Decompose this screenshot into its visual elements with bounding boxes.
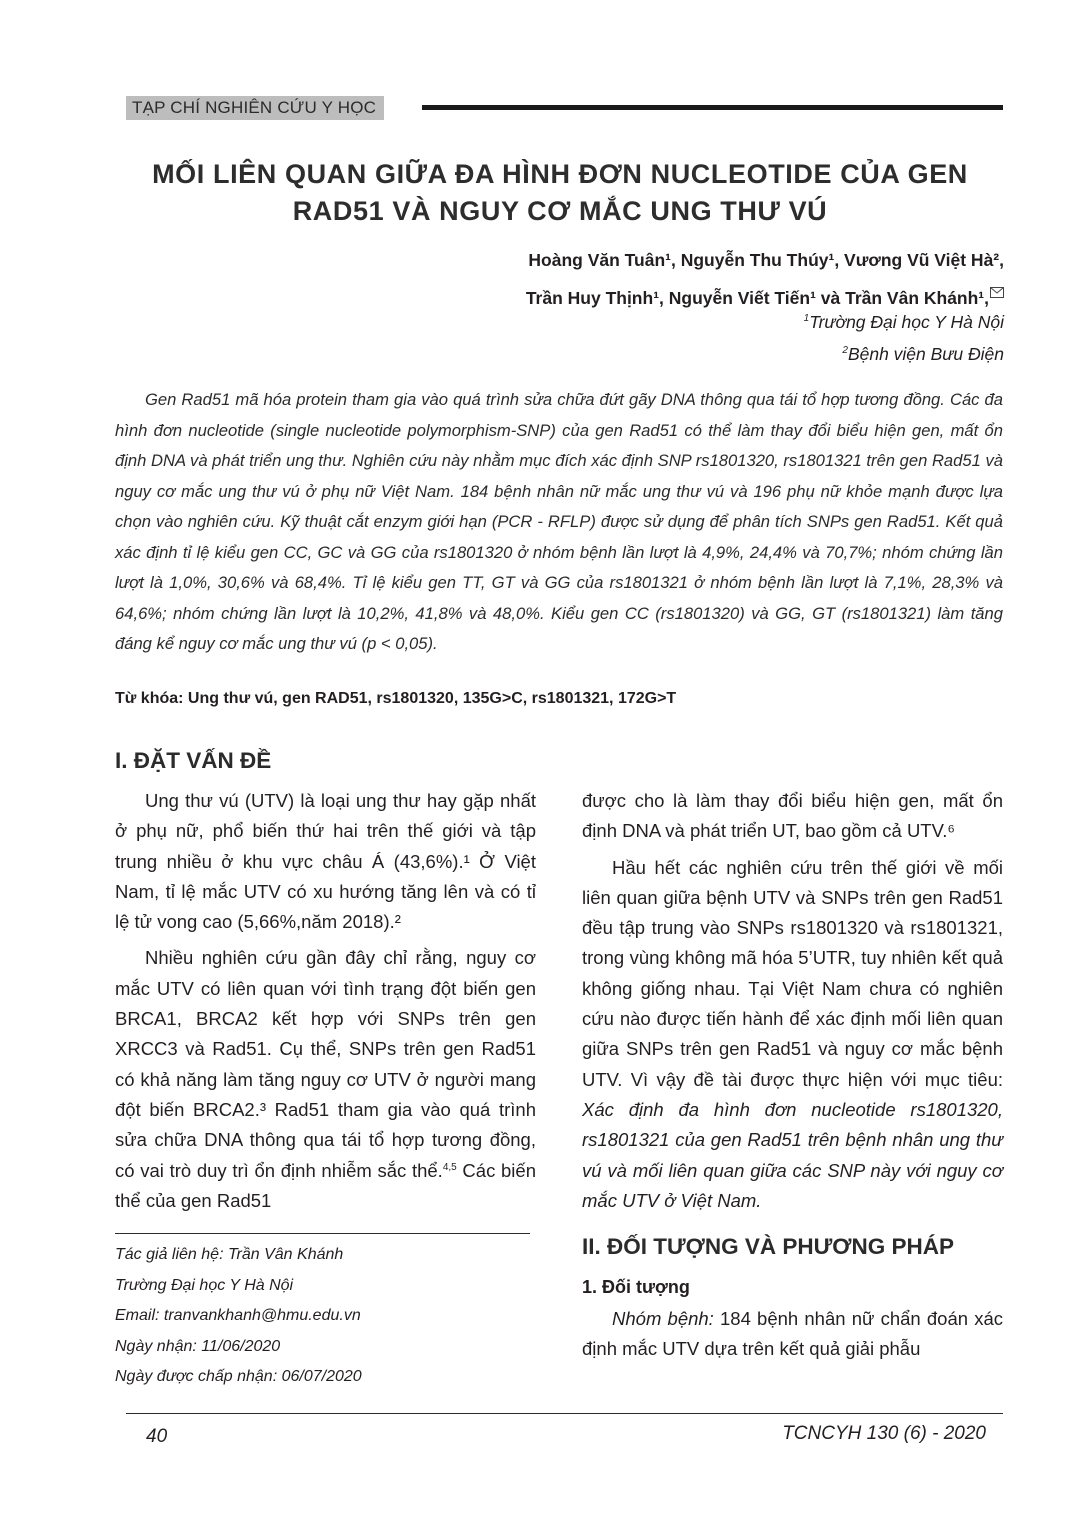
contact-institution: Trường Đại học Y Hà Nội	[115, 1276, 294, 1294]
section-1-heading: I. ĐẶT VẤN ĐỀ	[115, 748, 272, 773]
correspondence-footnote	[115, 1240, 535, 1393]
article-title	[100, 156, 1020, 230]
received-date: Ngày nhận: 11/06/2020	[115, 1337, 281, 1355]
paragraph-4-text: Hầu hết các nghiên cứu trên thế giới về mối liên quan giữa bệnh UTV và SNPs trên gen Rad51 đều tập trung vào SNPs rs1801320 và rs1801321, trong vùng không mã hóa 5’UTR, tuy nhiên kết quả không giống nhau. Tại Việt Nam chưa có nghiên cứu nào được tiến hành để xác định mối liên quan giữa SNPs trên gen Rad51 và nguy cơ mắc bệnh UTV. Vì vậy đề tài được thực hiện với mục tiêu:	[582, 856, 1003, 1090]
journal-reference: TCNCYH 130 (6) - 2020	[782, 1423, 986, 1444]
keywords: Từ khóa: Ung thư vú, gen RAD51, rs1801320, 135G>C, rs1801321, 172G>T	[115, 690, 677, 707]
journal-name: TẠP CHÍ NGHIÊN CỨU Y HỌC	[126, 96, 384, 120]
study-objective: Xác định đa hình đơn nucleotide rs1801320, rs1801321 của gen Rad51 trên bệnh nhân ung thư vú và mối liên quan giữa các SNP này với nguy cơ mắc UTV ở Việt Nam.	[582, 1098, 1003, 1211]
affiliation-1-text: Trường Đại học Y Hà Nội	[809, 312, 1004, 332]
section-2-heading: II. ĐỐI TƯỢNG VÀ PHƯƠNG PHÁP	[582, 1234, 954, 1260]
accepted-date: Ngày được chấp nhận: 06/07/2020	[115, 1368, 362, 1385]
title-line-1: MỐI LIÊN QUAN GIỮA ĐA HÌNH ĐƠN NUCLEOTIDE CỦA GEN	[152, 159, 968, 189]
affiliation-2-sup: 2	[842, 345, 848, 356]
header-rule	[422, 105, 1003, 110]
paragraph-4	[582, 853, 1003, 1217]
left-column	[115, 744, 536, 1222]
affiliation-1-sup: 1	[803, 313, 810, 324]
paragraph-2	[115, 943, 536, 1216]
abstract: Gen Rad51 mã hóa protein tham gia vào quá trình sửa chữa đứt gãy DNA thông qua tái tổ hợp tương đồng. Các đa hình đơn nucleotide (single nucleotide polymorphism-SNP) của gen Rad51 có thể làm thay đổi biểu hiện gen, mất ổn định DNA và phát triển ung thư. Nghiên cứu này nhằm mục đích xác định SNP rs1801320, rs1801321 trên gen Rad51 và nguy cơ mắc ung thư vú ở phụ nữ Việt Nam. 184 bệnh nhân nữ mắc ung thư vú và 196 phụ nữ khỏe mạnh được lựa chọn vào nghiên cứu. Kỹ thuật cắt enzym giới hạn (PCR - RFLP) được sử dụng để phân tích SNPs gen Rad51. Kết quả xác định tỉ lệ kiểu gen CC, GC và GG của rs1801320 ở nhóm bệnh lần lượt là 4,9%, 24,4% và 70,7%; nhóm chứng lần lượt là 1,0%, 30,6% và 68,4%. Tỉ lệ kiểu gen TT, GT và GG của rs1801321 ở nhóm bệnh lần lượt là 7,1%, 28,3% và 64,6%; nhóm chứng lần lượt là 10,2%, 41,8% và 48,0%. Kiểu gen CC (rs1801320) và GG, GT (rs1801321) làm tăng đáng kể nguy cơ mắc ung thư vú (p < 0,05).	[115, 390, 1003, 653]
affiliation-2-text: Bệnh viện Bưu Điện	[847, 344, 1004, 364]
affiliation-1	[504, 306, 1004, 338]
author-list	[244, 244, 1004, 314]
contact-email: Email: tranvankhanh@hmu.edu.vn	[115, 1307, 361, 1324]
footer-rule	[126, 1413, 1003, 1414]
paragraph-2-text: Nhiều nghiên cứu gần đây chỉ rằng, nguy cơ mắc UTV có liên quan với tình trạng đột biến gen BRCA1, BRCA2 kết hợp với SNPs trên gen XRCC3 và Rad51. Cụ thể, SNPs trên gen Rad51 có khả năng làm tăng nguy cơ UTV ở người mang đột biến BRCA2.³ Rad51 tham gia vào quá trình sửa chữa DNA thông qua tái tổ hợp tương đồng, có vai trò duy trì ổn định nhiễm sắc thể.	[115, 947, 536, 1181]
title-line-2: RAD51 VÀ NGUY CƠ MẮC UNG THƯ VÚ	[292, 196, 828, 226]
authors-line-1: Hoàng Văn Tuân¹, Nguyễn Thu Thúy¹, Vương Vũ Việt Hà²,	[528, 250, 1004, 270]
footnote-rule	[115, 1233, 530, 1234]
affiliations	[504, 306, 1004, 370]
paragraph-2-citation: 4,5	[442, 1161, 457, 1173]
paragraph-5-text: 184 bệnh nhân nữ chẩn đoán xác định mắc UTV dựa trên kết quả giải phẫu	[582, 1308, 1003, 1360]
subsection-1-heading: 1. Đối tượng	[582, 1277, 690, 1298]
patient-group-label: Nhóm bệnh:	[612, 1308, 714, 1330]
page-number: 40	[146, 1426, 168, 1447]
affiliation-2	[504, 338, 1004, 370]
mail-icon	[990, 276, 1004, 308]
right-column	[582, 786, 1003, 1371]
authors-line-2-text: Trần Huy Thịnh¹, Nguyễn Viết Tiến¹ và Trần Vân Khánh¹,	[525, 288, 989, 308]
paragraph-2-tail: Các biến thể của gen Rad51	[115, 1159, 536, 1211]
contact-author: Tác giả liên hệ: Trần Vân Khánh	[115, 1246, 344, 1263]
paragraph-5	[582, 1304, 1003, 1365]
paragraph-1: Ung thư vú (UTV) là loại ung thư hay gặp nhất ở phụ nữ, phổ biến thứ hai trên thế giới và tập trung nhiều ở khu vực châu Á (43,6%).¹ Ở Việt Nam, tỉ lệ mắc UTV có xu hướng tăng lên và có tỉ lệ tử vong cao (5,66%,năm 2018).²	[115, 790, 536, 933]
paragraph-3: được cho là làm thay đổi biểu hiện gen, mất ổn định DNA và phát triển UT, bao gồm cả UTV.⁶	[582, 790, 1003, 842]
journal-header	[126, 96, 1003, 120]
